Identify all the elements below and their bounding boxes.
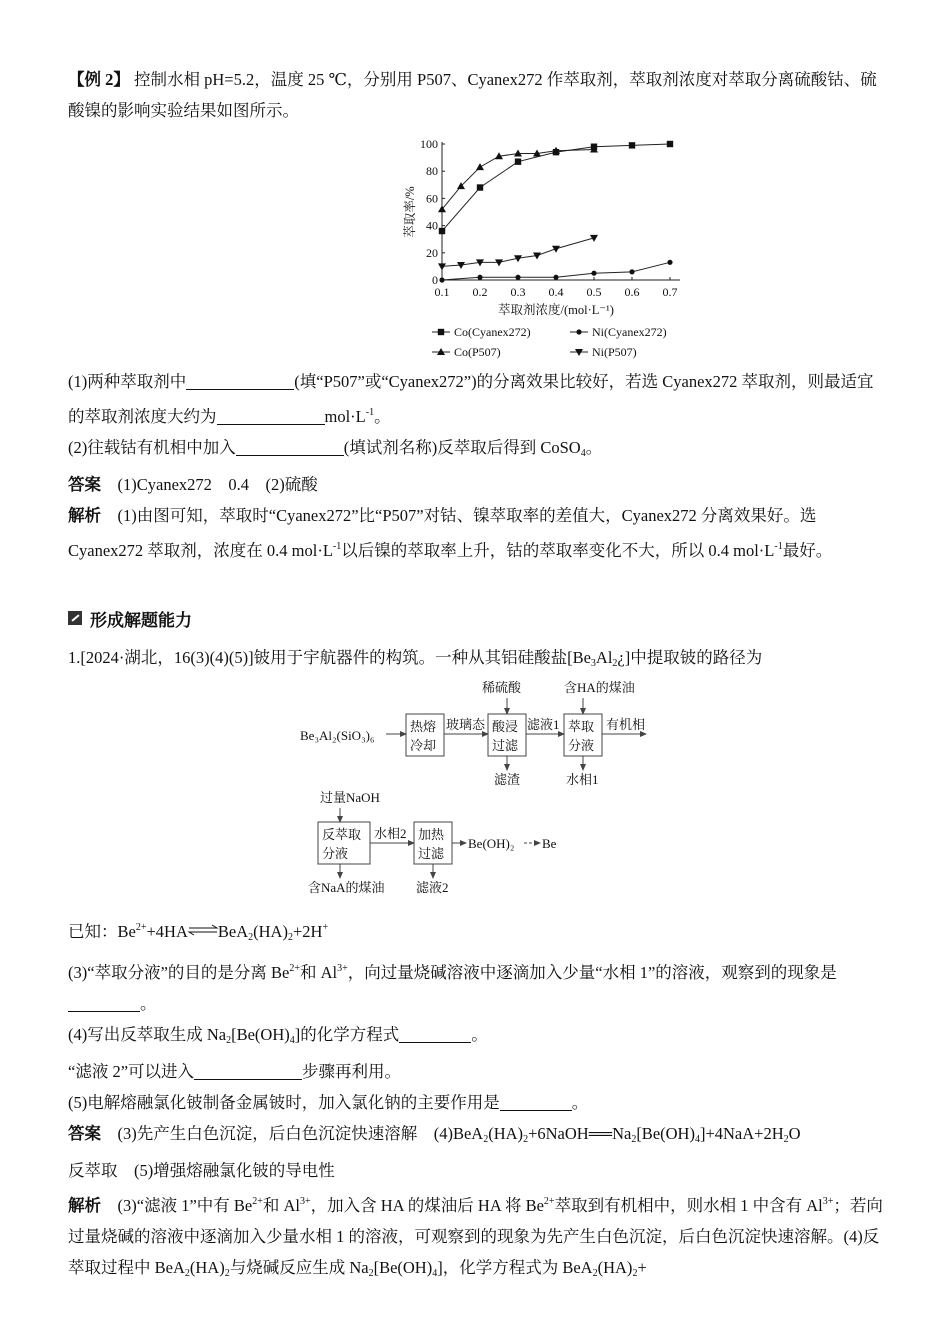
- svg-text:分液: 分液: [568, 738, 595, 753]
- problem-1-analysis: 解析 (3)“滤液 1”中有 $Be^{2+}$和 $Al^{3+}$，加入含 HA 的煤油后 HA 将 $Be^{2+}$萃取到有机相中，则水相 1 中含有 $Al^{3+}$；若向过量烧碱的溶液中逐滴加入少量水相 1 的溶液，可观察到的现象为先产生白色沉淀，后白色沉淀快速溶解。(4)反萃取过程中 $BeA_2(HA)_2$与烧碱反应生成 $Na_2[Be(OH)_4]$，化学方程式为 $BeA_2(HA)_2+$: [68, 1196, 883, 1279]
- data-point: [629, 142, 635, 148]
- example-questions: [68, 366, 888, 566]
- legend-label: Co(Cyanex272): [454, 325, 531, 339]
- legend-label: Ni(Cyanex272): [592, 325, 667, 339]
- svg-text:滤渣: 滤渣: [494, 772, 521, 787]
- svg-text:过量NaOH: 过量NaOH: [320, 790, 380, 805]
- equilibrium-arrow-icon: [188, 914, 218, 945]
- svg-text:过滤: 过滤: [418, 846, 445, 861]
- answer-blank-1[interactable]: [186, 371, 294, 390]
- x-tick-label: 0.6: [624, 285, 640, 299]
- answer-blank-7[interactable]: [500, 1092, 572, 1111]
- data-point: [515, 158, 521, 164]
- svg-text:反萃取: 反萃取: [322, 827, 362, 842]
- known-equation: 已知：$Be^{2+}+4HA$ $BeA_2(HA)_2+2H^+$: [68, 912, 888, 953]
- series-line: [442, 144, 670, 231]
- example-text: 控制水相 pH=5.2，温度 25 ℃，分别用 P507、Cyanex272 作萃取剂，萃取剂浓度对萃取分离硫酸钴、硫酸镍的影响实验结果如图所示。: [68, 70, 877, 120]
- data-point: [477, 184, 483, 190]
- problem-1-answer-cont: 反萃取 (5)增强熔融氯化铍的导电性: [68, 1161, 335, 1180]
- svg-text:萃取: 萃取: [568, 719, 595, 734]
- data-point: [667, 141, 673, 147]
- svg-text:滤液2: 滤液2: [416, 880, 449, 895]
- question-2: (2)往载钴有机相中加入 (填试剂名称)反萃取后得到 CoSO$_4$。: [68, 438, 603, 459]
- svg-text:水相2: 水相2: [374, 826, 407, 841]
- process-flowchart: [296, 676, 736, 902]
- question-1: (1)两种萃取剂中 (填“P507”或“Cyanex272”)的分离效果比较好，若选 Cyanex272 萃取剂，则最适宜的萃取剂浓度大约为 $mol\cdot L^{-1}$。: [68, 372, 874, 426]
- answer-blank-4[interactable]: [68, 993, 140, 1012]
- question-3: (3)“萃取分液”的目的是分离 $Be^{2+}$和 $Al^{3+}$，向过量烧碱溶液中逐滴加入少量“水相 1”的溶液，观察到的现象是。: [68, 963, 837, 1013]
- problem-1-intro: 1.[2024·湖北，16(3)(4)(5)]铍用于宇航器件的构筑。一种从其铝硅酸盐$[Be_3Al_2¿]$中提取铍的路径为: [68, 648, 763, 669]
- x-tick-label: 0.1: [434, 285, 450, 299]
- svg-text:稀硫酸: 稀硫酸: [482, 680, 522, 695]
- svg-text:过滤: 过滤: [492, 738, 519, 753]
- answer-blank-6[interactable]: [194, 1061, 302, 1080]
- flow-start: Be₃Al₂(SiO₃)₆: [300, 728, 375, 743]
- data-point: [553, 275, 558, 280]
- question-4: (4)写出反萃取生成 $Na_2[Be(OH)_4]$的化学方程式 。: [68, 1025, 488, 1046]
- answer-blank-3[interactable]: [236, 437, 344, 456]
- data-point: [439, 228, 445, 234]
- svg-text:含HA的煤油: 含HA的煤油: [564, 680, 635, 695]
- extraction-chart: [328, 130, 678, 362]
- question-4-part-2: “滤液 2”可以进入 步骤再利用。: [68, 1062, 402, 1081]
- x-tick-label: 0.5: [586, 285, 602, 299]
- example-answer: 答案 (1)Cyanex272 0.4 (2)硫酸: [68, 475, 318, 494]
- svg-text:有机相: 有机相: [606, 717, 646, 732]
- series-line: [442, 149, 594, 209]
- y-tick-label: 20: [426, 245, 438, 260]
- legend-marker: [576, 329, 581, 334]
- example-tag: 【例 2】: [68, 70, 130, 89]
- x-tick-label: 0.2: [472, 285, 488, 299]
- y-tick-label: 0: [432, 273, 438, 287]
- svg-text:玻璃态: 玻璃态: [446, 717, 486, 732]
- svg-text:滤液1: 滤液1: [527, 717, 560, 732]
- svg-text:Be(OH)₂: Be(OH)₂: [468, 836, 515, 851]
- answer-blank-2[interactable]: [217, 406, 325, 425]
- x-tick-label: 0.3: [510, 285, 526, 299]
- example-analysis: 解析 (1)由图可知，萃取时“Cyanex272”比“P507”对钴、镍萃取率的差值大，Cyanex272 分离效果好。选 Cyanex272 萃取剂，浓度在 0.4 $mol\cdot L^{-1}$以后镍的萃取率上升，钴的萃取率变化不大，所以 0.4 $mol\cdot L^{-1}$最好。: [68, 506, 833, 560]
- legend-label: Ni(P507): [592, 345, 637, 359]
- example-paragraph: [68, 64, 888, 126]
- problem-1-body: [68, 912, 888, 1289]
- question-5: (5)电解熔融氯化铍制备金属铍时，加入氯化钠的主要作用是 。: [68, 1093, 589, 1112]
- y-tick-label: 100: [420, 137, 438, 151]
- legend-marker: [438, 329, 444, 335]
- svg-text:冷却: 冷却: [410, 738, 437, 753]
- section-header: 形成解题能力: [68, 602, 192, 634]
- svg-text:酸浸: 酸浸: [492, 719, 519, 734]
- data-point: [477, 275, 482, 280]
- data-point: [439, 277, 444, 282]
- data-point: [591, 271, 596, 276]
- data-point: [515, 275, 520, 280]
- data-point: [667, 260, 672, 265]
- legend-label: Co(P507): [454, 345, 501, 359]
- svg-text:加热: 加热: [418, 827, 445, 842]
- problem-1-answer: 答案 (3)先产生白色沉淀，后白色沉淀快速溶解 $(4)BeA_2(HA)_2+6NaOH══Na_2[Be(OH)_4]+4NaA+2H_2O$: [68, 1124, 801, 1145]
- data-point: [438, 263, 446, 270]
- svg-text:Be: Be: [542, 836, 557, 851]
- x-axis-label: 萃取剂浓度/(mol·L⁻¹): [498, 303, 614, 317]
- answer-blank-5[interactable]: [399, 1024, 471, 1043]
- x-tick-label: 0.4: [548, 285, 564, 299]
- pencil-box-icon: [68, 611, 82, 625]
- y-tick-label: 40: [426, 218, 438, 233]
- y-tick-label: 80: [426, 164, 438, 179]
- svg-text:分液: 分液: [322, 846, 349, 861]
- data-point: [629, 269, 634, 274]
- svg-text:热熔: 热熔: [410, 719, 437, 734]
- y-axis-label: 萃取率/%: [403, 186, 417, 238]
- y-tick-label: 60: [426, 191, 438, 206]
- data-point: [476, 163, 484, 170]
- x-tick-label: 0.7: [662, 285, 678, 299]
- svg-text:水相1: 水相1: [566, 772, 599, 787]
- svg-text:含NaA的煤油: 含NaA的煤油: [308, 880, 385, 895]
